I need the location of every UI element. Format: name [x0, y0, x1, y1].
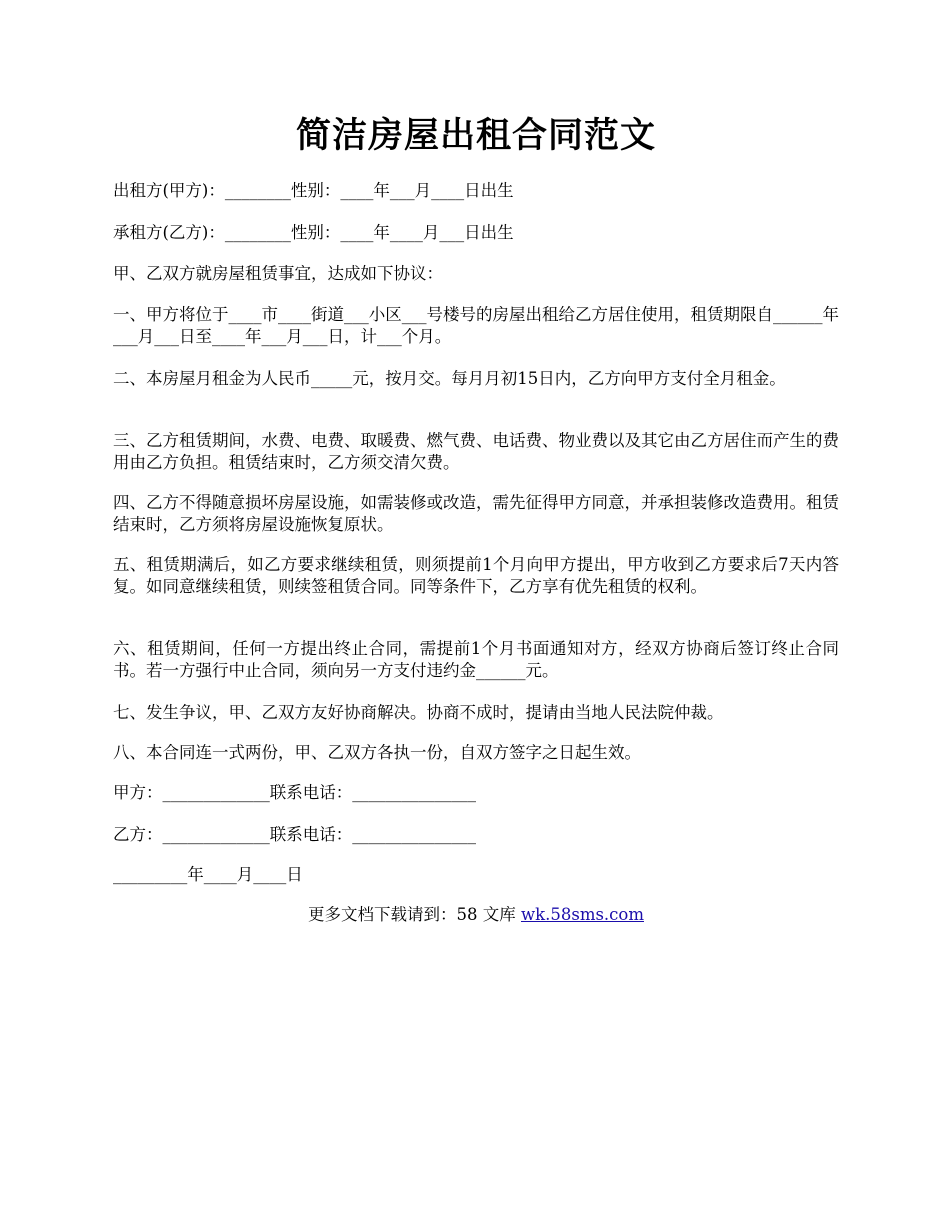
party-a-signature: 甲方：_____________联系电话：_______________ [113, 783, 476, 802]
clause-2: 二、本房屋月租金为人民币_____元，按月交。每月月初15日内，乙方向甲方支付全月租金。 [113, 369, 786, 388]
clause-8: 八、本合同连一式两份，甲、乙双方各执一份，自双方签字之日起生效。 [113, 743, 641, 762]
document-title: 简洁房屋出租合同范文 [295, 115, 656, 156]
party-b-signature: 乙方：_____________联系电话：_______________ [113, 825, 476, 844]
lessee-info: 承租方(乙方)：________性别：____年____月___日出生 [113, 223, 514, 242]
clause-1: 一、甲方将位于____市____街道___小区___号楼号的房屋出租给乙方居住使用，租赁期限自______年___月___日至____年___月___日，计___个月。 [113, 305, 839, 346]
clause-7: 七、发生争议，甲、乙双方友好协商解决。协商不成时，提请由当地人民法院仲裁。 [113, 703, 724, 722]
agreement-intro: 甲、乙双方就房屋租赁事宜，达成如下协议： [113, 264, 443, 283]
clause-6: 六、租赁期间，任何一方提出终止合同，需提前1个月书面通知对方，经双方协商后签订终止合同书。若一方强行中止合同，须向另一方支付违约金______元。 [113, 639, 839, 680]
clause-5: 五、租赁期满后，如乙方要求继续租赁，则须提前1个月向甲方提出，甲方收到乙方要求后7天内答复。如同意继续租赁，则续签租赁合同。同等条件下，乙方享有优先租赁的权利。 [113, 555, 839, 596]
signing-date: _________年____月____日 [113, 865, 303, 884]
footer-link[interactable]: wk.58sms.com [520, 905, 644, 924]
clause-4: 四、乙方不得随意损坏房屋设施，如需装修或改造，需先征得甲方同意，并承担装修改造费用。租赁结束时，乙方须将房屋设施恢复原状。 [113, 493, 839, 534]
clause-3: 三、乙方租赁期间，水费、电费、取暖费、燃气费、电话费、物业费以及其它由乙方居住而产生的费用由乙方负担。租赁结束时，乙方须交清欠费。 [113, 431, 839, 472]
lessor-info: 出租方(甲方)：________性别：____年___月____日出生 [113, 181, 514, 200]
footer [113, 904, 839, 926]
footer-text: 更多文档下载请到：58 文库 [307, 905, 521, 924]
